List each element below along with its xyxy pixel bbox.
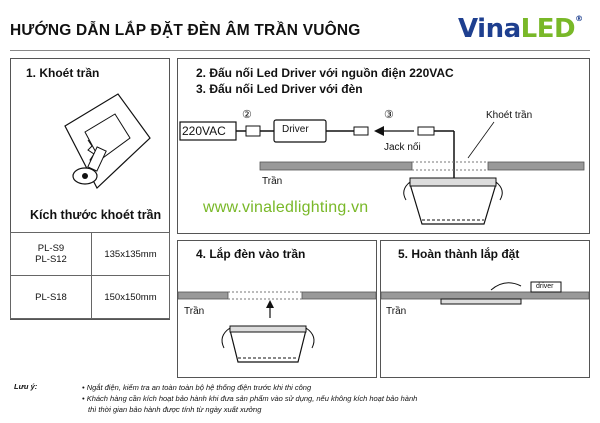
note-item: • Ngắt điện, kiểm tra an toàn toàn bộ hệ thống điện trước khi thi công [82, 383, 312, 392]
ceiling-label: Trần [386, 306, 407, 317]
note-item: thì thời gian bảo hành được tính từ ngày xuất xưởng [88, 405, 262, 414]
ceiling-cut-illustration [40, 88, 160, 200]
marker-2: ② [242, 109, 252, 121]
page-title: HƯỚNG DẪN LẮP ĐẶT ĐÈN ÂM TRẦN VUÔNG [10, 22, 361, 39]
website-url: www.vinaledlighting.vn [203, 199, 369, 216]
install-illustration [178, 268, 376, 376]
table-row [11, 276, 170, 319]
step5-label: 5. Hoàn thành lắp đặt [398, 247, 520, 261]
ceiling-label: Trần [184, 306, 205, 317]
step3-label: 3. Đấu nối Led Driver với đèn [196, 82, 363, 96]
ceiling-label: Trần [262, 176, 283, 187]
notes-label: Lưu ý: [14, 382, 38, 391]
model-cell: PL-S9 PL-S12 [11, 233, 92, 276]
header-divider [10, 50, 590, 51]
size-cell: 135x135mm [92, 233, 170, 276]
step2-label: 2. Đấu nối Led Driver với nguồn điện 220VAC [196, 66, 454, 80]
marker-3: ③ [384, 109, 394, 121]
table-row [11, 233, 170, 276]
cutout-label: Khoét trần [486, 110, 533, 121]
jack-label: Jack nối [384, 142, 421, 153]
cutout-size-table [10, 232, 170, 319]
model-cell: PL-S18 [11, 276, 92, 319]
brand-logo: VinaLED® [458, 14, 583, 44]
size-title: Kích thước khoét trần [30, 208, 162, 222]
notes-list [82, 382, 417, 415]
voltage-label: 220VAC [182, 124, 226, 138]
size-cell: 150x150mm [92, 276, 170, 319]
step4-label: 4. Lắp đèn vào trần [196, 247, 306, 261]
note-item: • Khách hàng cần kích hoạt bảo hành khi đưa sản phẩm vào sử dụng, nếu không kích hoạt bảo hành [82, 394, 418, 403]
finished-illustration [381, 268, 589, 328]
step1-label: 1. Khoét trần [26, 66, 100, 80]
driver-label: driver [536, 283, 554, 290]
driver-label: Driver [282, 124, 309, 135]
